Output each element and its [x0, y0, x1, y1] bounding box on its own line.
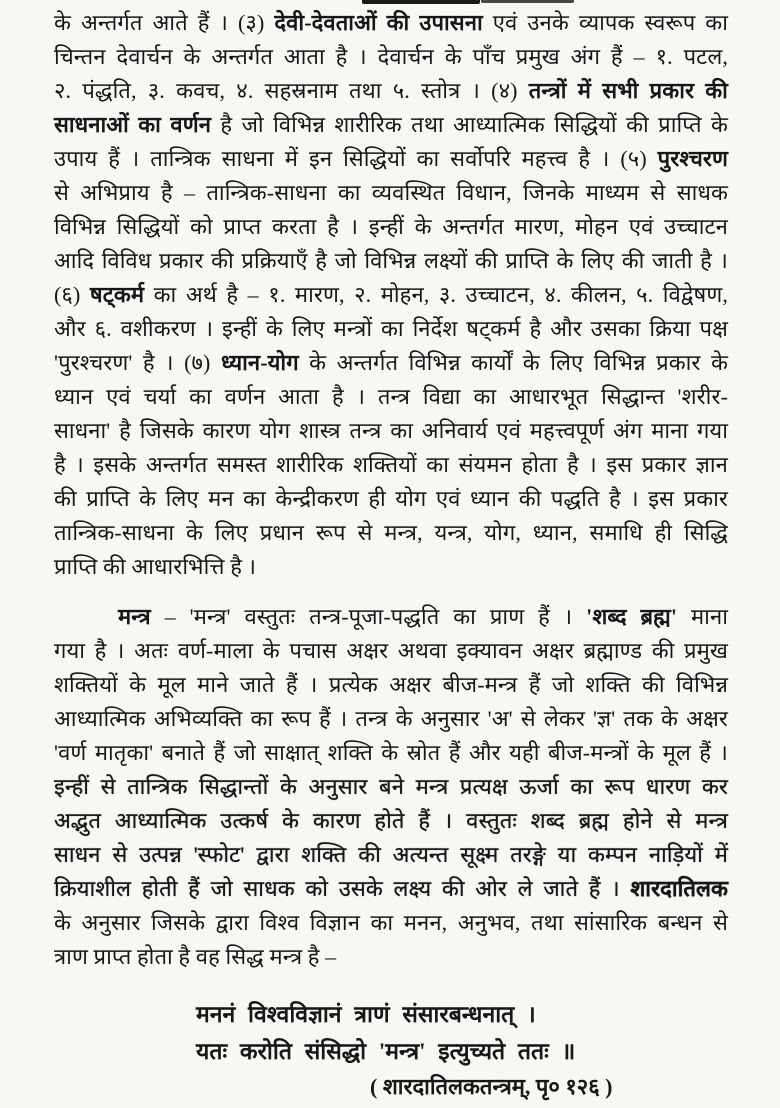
text-line [54, 550, 728, 584]
body-text: क्रियाशील होती हैं जो साधक को उसके लक्ष्य की ओर ले जाते हैं । [54, 876, 631, 901]
body-text: चिन्तन देवार्चन के अन्तर्गत आता है । देवार्चन के पाँच प्रमुख अंग हैं – १. पटल, [54, 44, 728, 69]
text-line [54, 40, 728, 74]
body-text: अद्भुत आध्यात्मिक उत्कर्ष के कारण होते हैं । वस्तुतः शब्द ब्रह्म होने से मन्त्र [54, 808, 728, 833]
body-text: गया है । अतः वर्ण-माला के पचास अक्षर अथवा इक्यावन अक्षर ब्रह्माण्ड की प्रमुख [54, 638, 728, 663]
bold-text: साधनाओं का वर्णन [54, 112, 212, 137]
body-text: तान्त्रिक-साधना के लिए प्रधान रूप से मन्त्र, यन्त्र, योग, ध्यान, समाधि ही सिद्धि [54, 520, 728, 545]
body-text: 'वर्ण मातृका' बनाते हैं जो साक्षात् शक्ति के स्रोत हैं और यही बीज-मन्त्रों के मूल हैं । [54, 740, 728, 765]
body-text: साधन से उत्पन्न 'स्फोट' द्वारा शक्ति की अत्यन्त सूक्ष्म तरङ्गे या कम्पन नाड़ियों में [54, 842, 728, 867]
verse-citation: ( शारदातिलकतन्त्रम्, पृ० १२६ ) [370, 1074, 613, 1099]
body-text: से अभिप्राय है – तान्त्रिक-साधना का व्यवस्थित विधान, जिनके माध्यम से साधक [54, 180, 728, 205]
body-text: शक्तियों के मूल माने जाते हैं । प्रत्येक अक्षर बीज-मन्त्र हैं जो शक्ति की विभिन्न [54, 672, 728, 697]
bold-text: देवी-देवताओं की उपासना [274, 10, 483, 35]
body-text: विभिन्न सिद्धियों को प्राप्त करता है । इन्हीं के अन्तर्गत मारण, मोहन एवं उच्चाटन [54, 214, 728, 239]
text-line [54, 940, 728, 974]
verse-line: मननं विश्वविज्ञानं त्राणं संसारबन्धनात् । [196, 1002, 536, 1027]
text-line [54, 312, 728, 346]
text-line [54, 600, 728, 634]
body-text: २. पंद्धति, ३. कवच, ४. सहस्रनाम तथा ५. स्तोत्र । (४) [54, 78, 529, 103]
body-text: माना [677, 604, 728, 629]
text-line [54, 210, 728, 244]
body-text: इन्हीं से तान्त्रिक सिद्धान्तों के अनुसार बने मन्त्र प्रत्यक्ष ऊर्जा का रूप धारण कर [54, 774, 728, 799]
text-line [54, 702, 728, 736]
body-text: है जो विभिन्न शारीरिक तथा आध्यात्मिक सिद्धियों की प्राप्ति के [211, 112, 728, 137]
bold-text: ध्यान-योग [220, 350, 299, 375]
text-line [54, 176, 728, 210]
body-text: और ६. वशीकरण । इन्हीं के लिए मन्त्रों का निर्देश षट्कर्म है और उसका क्रिया पक्ष [54, 316, 728, 341]
body-text: की प्राप्ति के लिए मन का केन्द्रीकरण ही योग एवं ध्यान की पद्धति है । इस प्रकार [54, 486, 728, 511]
text-line [54, 736, 728, 770]
bold-text: षट्कर्म [89, 282, 145, 307]
text-line [54, 244, 728, 278]
text-line [54, 346, 728, 380]
bold-text: तन्त्रों में सभी प्रकार की [528, 78, 728, 103]
text-line [54, 634, 728, 668]
paragraph-1 [54, 6, 728, 584]
body-text: – 'मन्त्र' वस्तुतः तन्त्र-पूजा-पद्धति का प्राण हैं । [150, 604, 587, 629]
text-line [54, 668, 728, 702]
text-line [54, 108, 728, 142]
body-text: उपाय हैं । तान्त्रिक साधना में इन सिद्धियों का सर्वोपरि महत्त्व है । (५) [54, 146, 658, 171]
bold-text: मन्त्र [118, 604, 151, 629]
verse-block [54, 996, 728, 1070]
body-text: (६) [54, 282, 90, 307]
text-line [54, 278, 728, 312]
text-body [54, 6, 728, 974]
scan-artifact-streak-light [481, 0, 574, 3]
body-text: है । इसके अन्तर्गत समस्त शारीरिक शक्तियों का संयमन होता है । इस प्रकार ज्ञान [54, 452, 728, 477]
text-line [54, 770, 728, 804]
body-text: के अन्तर्गत आते हैं । (३) [54, 10, 275, 35]
bold-text: 'शब्द ब्रह्म' [586, 604, 678, 629]
body-text: ध्यान एवं चर्या का वर्णन आता है । तन्त्र विद्या का आधारभूत सिद्धान्त 'शरीर- [54, 384, 728, 409]
body-text: साधना' है जिसके कारण योग शास्त्र तन्त्र का अनिवार्य एवं महत्त्वपूर्ण अंग माना गया [54, 418, 728, 443]
text-line [54, 448, 728, 482]
body-text: का अर्थ है – १. मारण, २. मोहन, ३. उच्चाटन, ४. कीलन, ५. विद्वेषण, [144, 282, 728, 307]
paragraph-2 [54, 600, 728, 974]
bold-text: शारदातिलक [630, 876, 728, 901]
text-line [54, 414, 728, 448]
body-text: त्राण प्राप्त होता है वह सिद्ध मन्त्र है – [54, 944, 337, 969]
verse-line: यतः करोति संसिद्धो 'मन्त्र' इत्युच्यते ततः ॥ [196, 1039, 576, 1064]
body-text: के अन्तर्गत विभिन्न कार्यों के लिए विभिन्न प्रकार के [298, 350, 729, 375]
text-line [54, 142, 728, 176]
text-line [54, 516, 728, 550]
body-text: 'पुरश्चरण' है । (७) [54, 350, 221, 375]
text-line [54, 74, 728, 108]
text-line [54, 380, 728, 414]
body-text: आध्यात्मिक अभिव्यक्ति का रूप हैं । तन्त्र के अनुसार 'अ' से लेकर 'ज्ञ' तक के अक्षर [54, 706, 728, 731]
text-line [54, 6, 728, 40]
scan-artifact-streak [362, 0, 480, 4]
bold-text: पुरश्चरण [657, 146, 728, 171]
body-text: एवं उनके व्यापक स्वरूप का [482, 10, 729, 35]
text-line [54, 804, 728, 838]
body-text: प्राप्ति की आधारभित्ति है । [54, 554, 257, 579]
body-text: आदि विविध प्रकार की प्रक्रियाएँ है जो विभिन्न लक्ष्यों की प्राप्ति के लिए की जाती है । [54, 248, 728, 273]
body-text: के अनुसार जिसके द्वारा विश्व विज्ञान का मनन, अनुभव, तथा सांसारिक बन्धन से [54, 910, 728, 935]
text-line [54, 482, 728, 516]
text-line [54, 838, 728, 872]
text-line [54, 872, 728, 906]
text-line [54, 906, 728, 940]
